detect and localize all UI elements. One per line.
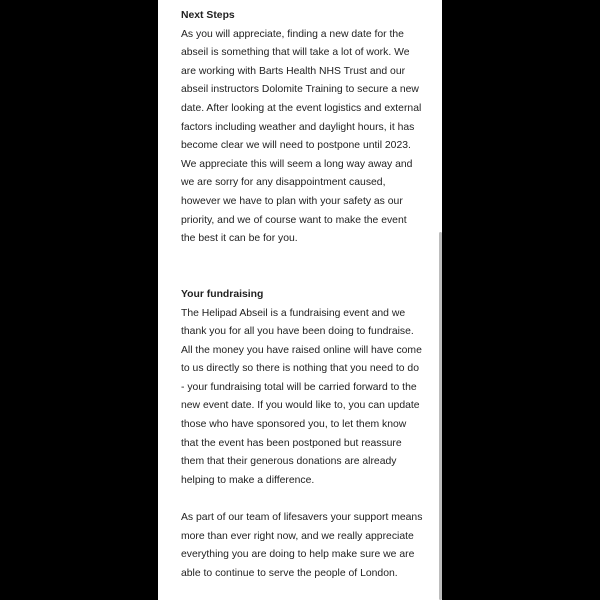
paragraph-spacer	[181, 267, 423, 286]
paragraph-spacer	[181, 490, 423, 509]
scrollbar-thumb[interactable]	[439, 232, 442, 600]
closing-paragraph: As part of our team of lifesavers your support means more than ever right now, and we really appreciate everything you are doing to help make sure we are able to continue to serve the people of London.	[181, 512, 423, 579]
scrollbar-track[interactable]	[439, 0, 442, 600]
your-fundraising-paragraph: The Helipad Abseil is a fundraising event and we thank you for all you have been doing to fundraise. All the money you have raised online will have come to us directly so there is nothing that you need to do - your fundraising total will be carried forward to the new event date. If you would like to, you can update those who have sponsored you, to let them know that the event has been postponed but reassure them that their generous donations are already helping to make a difference.	[181, 307, 422, 486]
paragraph-spacer	[181, 249, 423, 268]
next-steps-paragraph: As you will appreciate, finding a new date for the abseil is something that will take a lot of work. We are working with Barts Health NHS Trust and our abseil instructors Dolomite Training to secure a new date. After looking at the event logistics and external factors including weather and daylight hours, it has become clear we will need to postpone until 2023. We appreciate this will seem a long way away and we are sorry for any disappointment caused, however we have to plan with your safety as our priority, and we of course want to make the event the best it can be for you.	[181, 28, 422, 245]
next-steps-heading: Next Steps	[181, 10, 235, 21]
email-content	[181, 7, 423, 583]
your-fundraising-heading: Your fundraising	[181, 288, 264, 300]
email-body-panel[interactable]	[158, 0, 442, 600]
